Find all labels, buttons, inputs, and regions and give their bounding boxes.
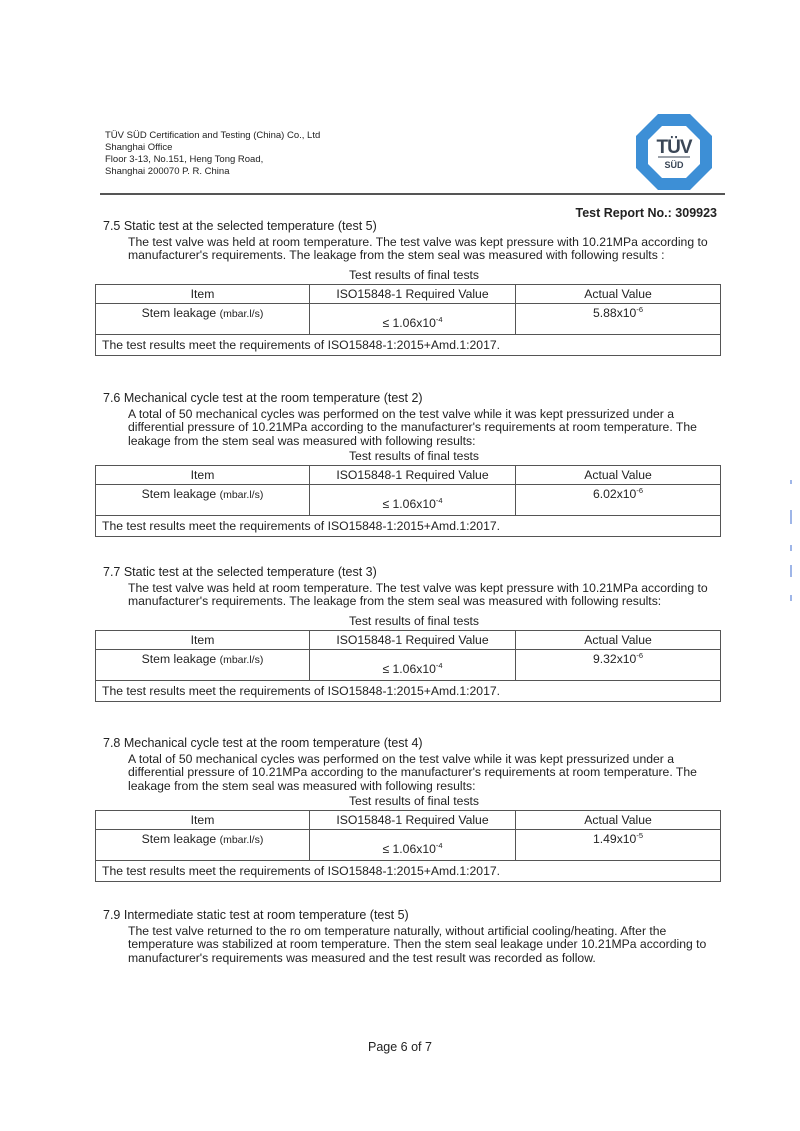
conclusion: The test results meet the requirements of ISO15848-1:2015+Amd.1:2017. (96, 860, 721, 881)
section-title: 7.5 Static test at the selected temperature (test 5) (103, 219, 377, 233)
cell-actual: $1.49x10^{-5}$ (516, 829, 721, 860)
table-caption: Test results of final tests (348, 793, 480, 808)
svg-text:SÜD: SÜD (664, 160, 684, 170)
cell-actual: $6.02x10^{-6}$ (516, 484, 721, 515)
address-line: Floor 3-13, No.151, Heng Tong Road, (105, 154, 264, 165)
section-body: The test valve was held at room temperature. The test valve was kept pressure with 10.21MPa according to manufacturer's requirements. The leakage from the stem seal was measured with following results: (128, 581, 708, 609)
section-7-5 (103, 219, 725, 356)
cell-actual: $9.32x10^{-6}$ (516, 649, 721, 680)
section-7-7 (103, 565, 725, 702)
header-actual: Actual Value (516, 810, 721, 829)
cell-actual: $5.88x10^{-6}$ (516, 303, 721, 334)
table-caption: Test results of final tests (348, 267, 480, 282)
header-item: Item (96, 284, 310, 303)
address-city: Shanghai 200070 P. R. China (105, 166, 230, 177)
table-caption: Test results of final tests (348, 613, 480, 628)
scan-margin-marks (788, 470, 796, 610)
company-address (105, 130, 320, 178)
company-name: TÜV SÜD Certification and Testing (China) Co., Ltd (105, 130, 321, 141)
tuv-sud-logo-icon (634, 112, 714, 192)
header-divider (100, 193, 725, 195)
header-actual: Actual Value (516, 284, 721, 303)
header-item: Item (96, 630, 310, 649)
cell-item: Stem leakage (mbar.l/s) (96, 484, 310, 515)
cell-required: ≤ $1.06x10^{-4}$ (310, 649, 516, 680)
header-required: ISO15848-1 Required Value (310, 810, 516, 829)
header-item: Item (96, 465, 310, 484)
conclusion: The test results meet the requirements of ISO15848-1:2015+Amd.1:2017. (96, 680, 721, 701)
results-table (95, 284, 721, 356)
header-actual: Actual Value (516, 465, 721, 484)
results-table (95, 810, 721, 882)
section-title: 7.6 Mechanical cycle test at the room temperature (test 2) (103, 391, 423, 405)
conclusion: The test results meet the requirements of ISO15848-1:2015+Amd.1:2017. (96, 515, 721, 536)
header-required: ISO15848-1 Required Value (310, 465, 516, 484)
cell-required: ≤ $1.06x10^{-4}$ (310, 829, 516, 860)
section-7-9 (103, 908, 725, 965)
cell-required: ≤ $1.06x10^{-4}$ (310, 484, 516, 515)
office-name: Shanghai Office (105, 142, 173, 153)
section-7-6 (103, 391, 725, 537)
header-required: ISO15848-1 Required Value (310, 630, 516, 649)
section-title: 7.9 Intermediate static test at room temperature (test 5) (103, 908, 409, 922)
cell-item: Stem leakage (mbar.l/s) (96, 303, 310, 334)
section-title: 7.8 Mechanical cycle test at the room temperature (test 4) (103, 736, 423, 750)
section-body: A total of 50 mechanical cycles was performed on the test valve while it was kept pressurized under a differential pressure of 10.21MPa according to the manufacturer's requirements at room temperature. The leakage from the stem seal was measured with following results: (128, 407, 697, 448)
table-caption: Test results of final tests (348, 448, 480, 463)
cell-item: Stem leakage (mbar.l/s) (96, 649, 310, 680)
cell-required: ≤ $1.06x10^{-4}$ (310, 303, 516, 334)
section-title: 7.7 Static test at the selected temperature (test 3) (103, 565, 377, 579)
results-table (95, 465, 721, 537)
header-actual: Actual Value (516, 630, 721, 649)
section-body: The test valve was held at room temperature. The test valve was kept pressure with 10.21MPa according to manufacturer's requirements. The leakage from the stem seal was measured with following results : (128, 235, 708, 263)
section-body: A total of 50 mechanical cycles was performed on the test valve while it was kept pressurized under a differential pressure of 10.21MPa according to the manufacturer's requirements at room temperature. The leakage from the stem seal was measured with following results: (128, 752, 697, 793)
conclusion: The test results meet the requirements of ISO15848-1:2015+Amd.1:2017. (96, 334, 721, 355)
section-body: The test valve returned to the ro om temperature naturally, without artificial cooling/heating. After the temperature was stabilized at room temperature. Then the stem seal leakage under 10.21MPa according to manufacturer's requirements was measured and the test result was recorded as follow. (128, 924, 707, 965)
cell-item: Stem leakage (mbar.l/s) (96, 829, 310, 860)
section-7-8 (103, 736, 725, 882)
page-number: Page 6 of 7 (368, 1040, 432, 1054)
header-required: ISO15848-1 Required Value (310, 284, 516, 303)
svg-text:TÜV: TÜV (656, 137, 692, 158)
header-item: Item (96, 810, 310, 829)
results-table (95, 630, 721, 702)
report-number: Test Report No.: 309923 (575, 206, 717, 220)
